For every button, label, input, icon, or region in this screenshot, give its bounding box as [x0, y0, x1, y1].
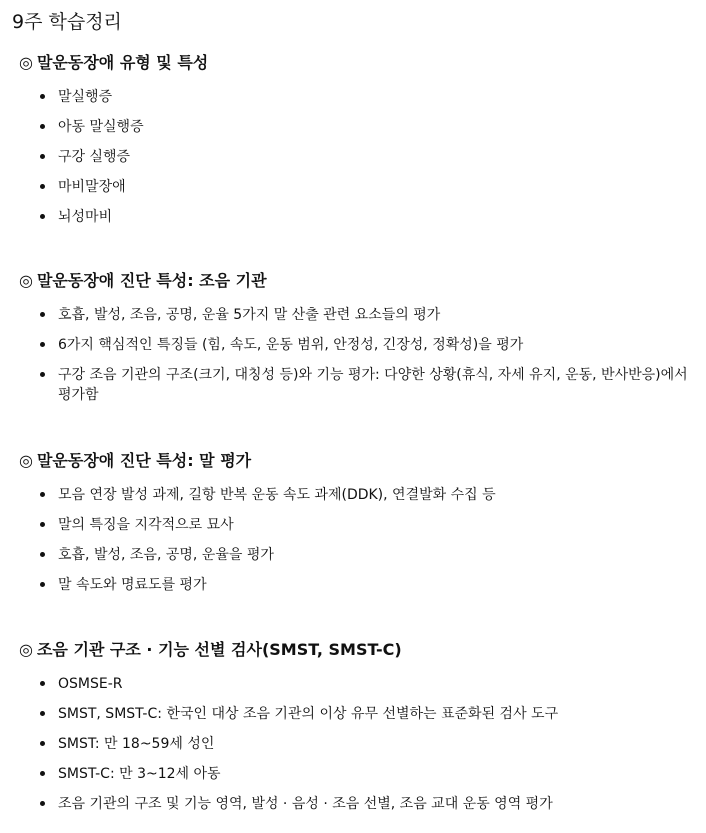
list-item-text: 구강 실행증 — [58, 149, 131, 165]
list-item-text: OSMSE-R — [58, 676, 123, 692]
bullet-icon — [40, 681, 45, 686]
bullet-icon — [40, 312, 45, 317]
list-item — [0, 335, 700, 355]
list-item — [0, 515, 700, 535]
list-item — [0, 485, 700, 505]
list-item-text: 아동 말실행증 — [58, 119, 144, 135]
section-heading-text: 말운동장애 진단 특성: 조음 기관 — [36, 271, 267, 290]
list-item — [0, 764, 700, 784]
bullet-icon — [40, 154, 45, 159]
list-item-text: 6가지 핵심적인 특징들 (힘, 속도, 운동 범위, 안정성, 긴장성, 정확성)을 평가 — [58, 337, 524, 353]
bullet-icon — [40, 94, 45, 99]
list-item-text: SMST-C: 만 3~12세 아동 — [58, 766, 221, 782]
bullet-icon — [40, 124, 45, 129]
double-circle-icon: ◎ — [19, 271, 33, 290]
list-item-text: 말 속도와 명료도를 평가 — [58, 577, 207, 593]
list-item — [0, 117, 700, 137]
bullet-list — [0, 87, 700, 237]
section-heading-text: 조음 기관 구조 · 기능 선별 검사(SMST, SMST-C) — [36, 640, 402, 659]
list-item — [0, 147, 700, 167]
list-item-text: 구강 조음 기관의 구조(크기, 대칭성 등)와 기능 평가: 다양한 상황(휴식, 자세 유지, 운동, 반사반응)에서 평가함 — [58, 367, 688, 403]
bullet-icon — [40, 492, 45, 497]
section-heading-text: 말운동장애 유형 및 특성 — [36, 53, 209, 72]
bullet-list — [0, 305, 700, 415]
section-heading-text: 말운동장애 진단 특성: 말 평가 — [36, 451, 252, 470]
list-item-text: 호흡, 발성, 조음, 공명, 운율을 평가 — [58, 547, 274, 563]
bullet-icon — [40, 741, 45, 746]
section-heading — [19, 449, 251, 473]
list-item — [0, 545, 700, 565]
list-item-text: 호흡, 발성, 조음, 공명, 운율 5가지 말 산출 관련 요소들의 평가 — [58, 307, 441, 323]
section-heading — [19, 638, 402, 662]
bullet-icon — [40, 711, 45, 716]
list-item-text: SMST: 만 18~59세 성인 — [58, 736, 215, 752]
bullet-icon — [40, 342, 45, 347]
bullet-icon — [40, 184, 45, 189]
bullet-icon — [40, 582, 45, 587]
double-circle-icon: ◎ — [19, 640, 33, 659]
list-item-text: 조음 기관의 구조 및 기능 영역, 발성 · 음성 · 조음 선별, 조음 교대 운동 영역 평가 — [58, 796, 553, 812]
list-item — [0, 575, 700, 595]
list-item — [0, 207, 700, 227]
list-item — [0, 177, 700, 197]
list-item-text: 말실행증 — [58, 89, 113, 105]
list-item — [0, 794, 700, 814]
bullet-icon — [40, 522, 45, 527]
list-item — [0, 704, 700, 724]
bullet-icon — [40, 552, 45, 557]
list-item — [0, 734, 700, 754]
bullet-icon — [40, 771, 45, 776]
bullet-icon — [40, 801, 45, 806]
list-item — [0, 365, 700, 405]
bullet-icon — [40, 214, 45, 219]
double-circle-icon: ◎ — [19, 451, 33, 470]
list-item-text: 말의 특징을 지각적으로 묘사 — [58, 517, 234, 533]
list-item-text: 모음 연장 발성 과제, 길항 반복 운동 속도 과제(DDK), 연결발화 수집 등 — [58, 487, 496, 503]
double-circle-icon: ◎ — [19, 53, 33, 72]
bullet-icon — [40, 372, 45, 377]
list-item-text: 마비말장애 — [58, 179, 126, 195]
page-title: 9주 학습정리 — [12, 11, 122, 33]
list-item-text: SMST, SMST-C: 한국인 대상 조음 기관의 이상 유무 선별하는 표준화된 검사 도구 — [58, 706, 559, 722]
list-item — [0, 674, 700, 694]
list-item — [0, 87, 700, 107]
section-heading — [19, 269, 267, 293]
section-heading — [19, 51, 208, 75]
list-item — [0, 305, 700, 325]
bullet-list — [0, 674, 700, 824]
list-item-text: 뇌성마비 — [58, 209, 113, 225]
bullet-list — [0, 485, 700, 605]
